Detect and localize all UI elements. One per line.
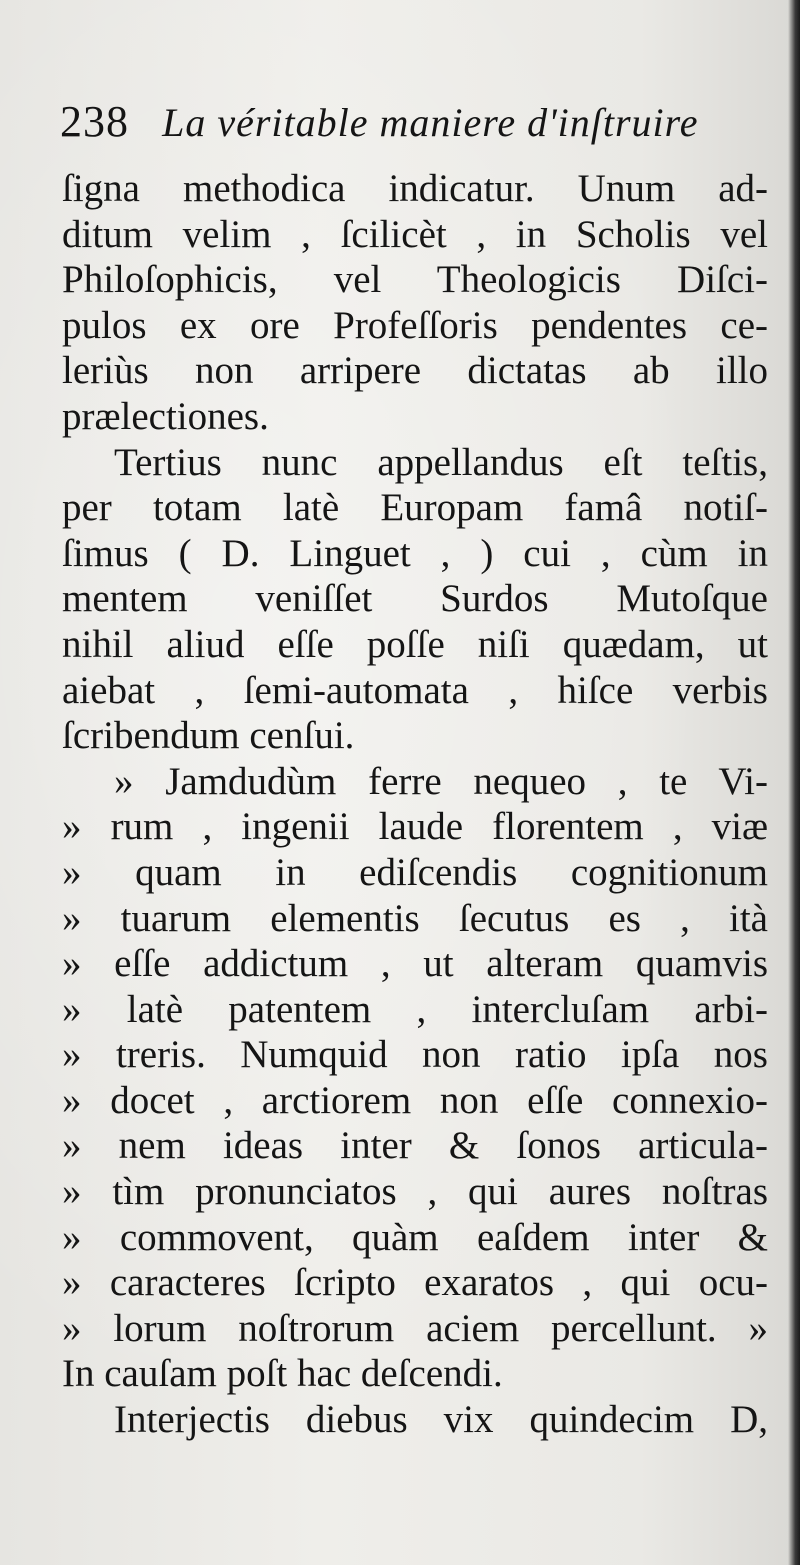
quote-line: » caracteres ſcripto exaratos , qui ocu- <box>62 1261 768 1305</box>
quote-line: » eſſe addictum , ut alteram quamvis <box>62 942 768 986</box>
quote-line: » quam in ediſcendis cognitionum <box>62 850 768 894</box>
text-line: Tertius nunc appellandus eſt teſtis, <box>114 440 768 484</box>
quote-line: » lorum noſtrorum aciem percellunt. » <box>62 1306 768 1350</box>
text-line: aiebat , ſemi-automata , hiſce verbis <box>62 668 768 712</box>
text-line: Interjectis diebus vix quindecim D, <box>114 1398 768 1442</box>
page-number: 238 <box>60 97 129 146</box>
running-head: La véritable maniere d'inſtruire <box>162 100 699 145</box>
page-header <box>60 96 760 156</box>
quote-line: » treris. Numquid non ratio ipſa nos <box>62 1033 768 1077</box>
text-line: ſcribendum cenſui. <box>62 714 355 758</box>
quote-line: » rum , ingenii laude florentem , viæ <box>62 805 768 849</box>
quote-line: » docet , arctiorem non eſſe connexio- <box>62 1078 768 1122</box>
text-line: ſimus ( D. Linguet , ) cui , cùm in <box>62 531 768 575</box>
text-line: nihil aliud eſſe poſſe niſi quædam, ut <box>62 622 768 666</box>
text-line: per totam latè Europam famâ notiſ- <box>62 486 768 530</box>
text-line: In cauſam poſt hac deſcendi. <box>62 1352 503 1396</box>
quote-line: » Jamdudùm ferre nequeo , te Vi- <box>114 759 768 803</box>
quote-line: » nem ideas inter & ſonos articula- <box>62 1124 768 1168</box>
text-line: leriùs non arripere dictatas ab illo <box>62 349 768 393</box>
text-line: Philoſophicis, vel Theologicis Diſci- <box>62 258 768 302</box>
quote-line: » commovent, quàm eaſdem inter & <box>62 1215 768 1259</box>
quote-line: » tìm pronunciatos , qui aures noſtras <box>62 1170 768 1214</box>
text-line: mentem veniſſet Surdos Mutoſque <box>62 577 768 621</box>
text-line: ditum velim , ſcilicèt , in Scholis vel <box>62 212 768 256</box>
page-edge-shadow <box>788 0 800 1565</box>
quote-line: » tuarum elementis ſecutus es , ità <box>62 896 768 940</box>
quote-line: » latè patentem , intercluſam arbi- <box>62 987 768 1031</box>
text-line: prælectiones. <box>62 394 269 438</box>
text-line: ſigna methodica indicatur. Unum ad- <box>62 167 768 210</box>
body-text <box>62 166 768 1443</box>
text-line: pulos ex ore Profeſſoris pendentes ce- <box>62 303 768 347</box>
